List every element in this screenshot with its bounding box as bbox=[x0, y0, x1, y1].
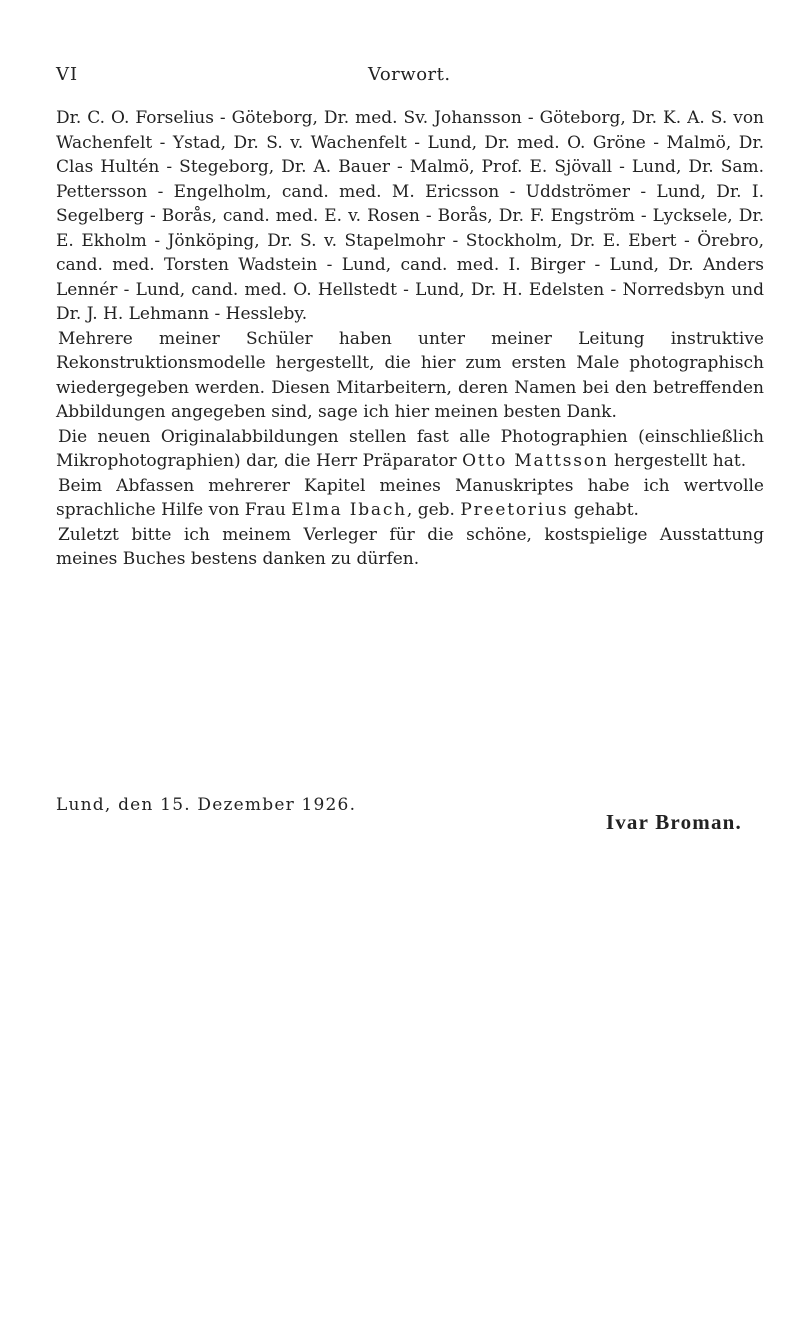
paragraph-photos-suffix: hergestellt hat. bbox=[608, 451, 747, 471]
paragraph-publisher bbox=[56, 523, 764, 572]
acknowledgement-list bbox=[56, 106, 764, 327]
helper-maiden-name: Preetorius bbox=[460, 500, 569, 520]
page-header bbox=[56, 64, 762, 90]
paragraph-help-prefix: Beim Abfassen mehrerer Kapitel meines Manuskriptes habe ich wertvolle sprachliche Hilfe von Frau bbox=[56, 475, 764, 520]
acknowledgement-text: Dr. C. O. Forselius - Göteborg, Dr. med. Sv. Johansson - Göteborg, Dr. K. A. S. von Wachenfelt - Ystad, Dr. S. v. Wachenfelt - Lund, Dr. med. O. Gröne - Malmö, Dr. Clas Hultén - Stegeborg, Dr. A. Bauer - Malmö, Prof. E. Sjövall - Lund, Dr. Sam. Pettersson - Engelholm, cand. med. M. Ericsson - Uddströmer - Lund, Dr. I. Segelberg - Borås, cand. med. E. v. Rosen - Borås, Dr. F. Engström - Lycksele, Dr. E. Ekholm - Jönköping, Dr. S. v. Stapelmohr - Stockholm, Dr. E. Ebert - Örebro, cand. med. Torsten Wadstein - Lund, cand. med. I. Birger - Lund, Dr. Anders Lennér - Lund, cand. med. O. Hellstedt - Lund, Dr. H. Edelsten - Norredsbyn und Dr. J. H. Lehmann - Hessleby. bbox=[56, 108, 764, 324]
preface-body bbox=[56, 106, 764, 572]
paragraph-models bbox=[56, 327, 764, 425]
paragraph-photos-prefix: Die neuen Originalabbildungen stellen fast alle Photographien (einschließlich Mikrophotographien) dar, die Herr Präparator bbox=[56, 426, 764, 471]
place-date: Lund, den 15. Dezember 1926. bbox=[56, 795, 357, 815]
closing-block bbox=[56, 795, 764, 855]
paragraph-photos bbox=[56, 425, 764, 474]
paragraph-models-text: Mehrere meiner Schüler haben unter meiner Leitung instruktive Rekonstruktionsmodelle hergestellt, die hier zum ersten Male photographisch wiedergegeben werden. Diesen Mitarbeitern, deren Namen bei den betreffenden Abbildungen angegeben sind, sage ich hier meinen besten Dank. bbox=[56, 328, 764, 422]
paragraph-publisher-text: Zuletzt bitte ich meinem Verleger für die schöne, kostspielige Ausstattung meines Buches bestens danken zu dürfen. bbox=[56, 524, 764, 569]
helper-name: Elma Ibach bbox=[291, 500, 407, 520]
running-title: Vorwort. bbox=[368, 64, 451, 85]
page-number: VI bbox=[56, 64, 79, 85]
paragraph-help bbox=[56, 474, 764, 523]
paragraph-help-middle: , geb. bbox=[406, 500, 461, 520]
photographer-name: Otto Mattsson bbox=[462, 451, 609, 471]
author-signature: Ivar Broman. bbox=[605, 810, 742, 834]
paragraph-help-suffix: gehabt. bbox=[568, 500, 639, 520]
